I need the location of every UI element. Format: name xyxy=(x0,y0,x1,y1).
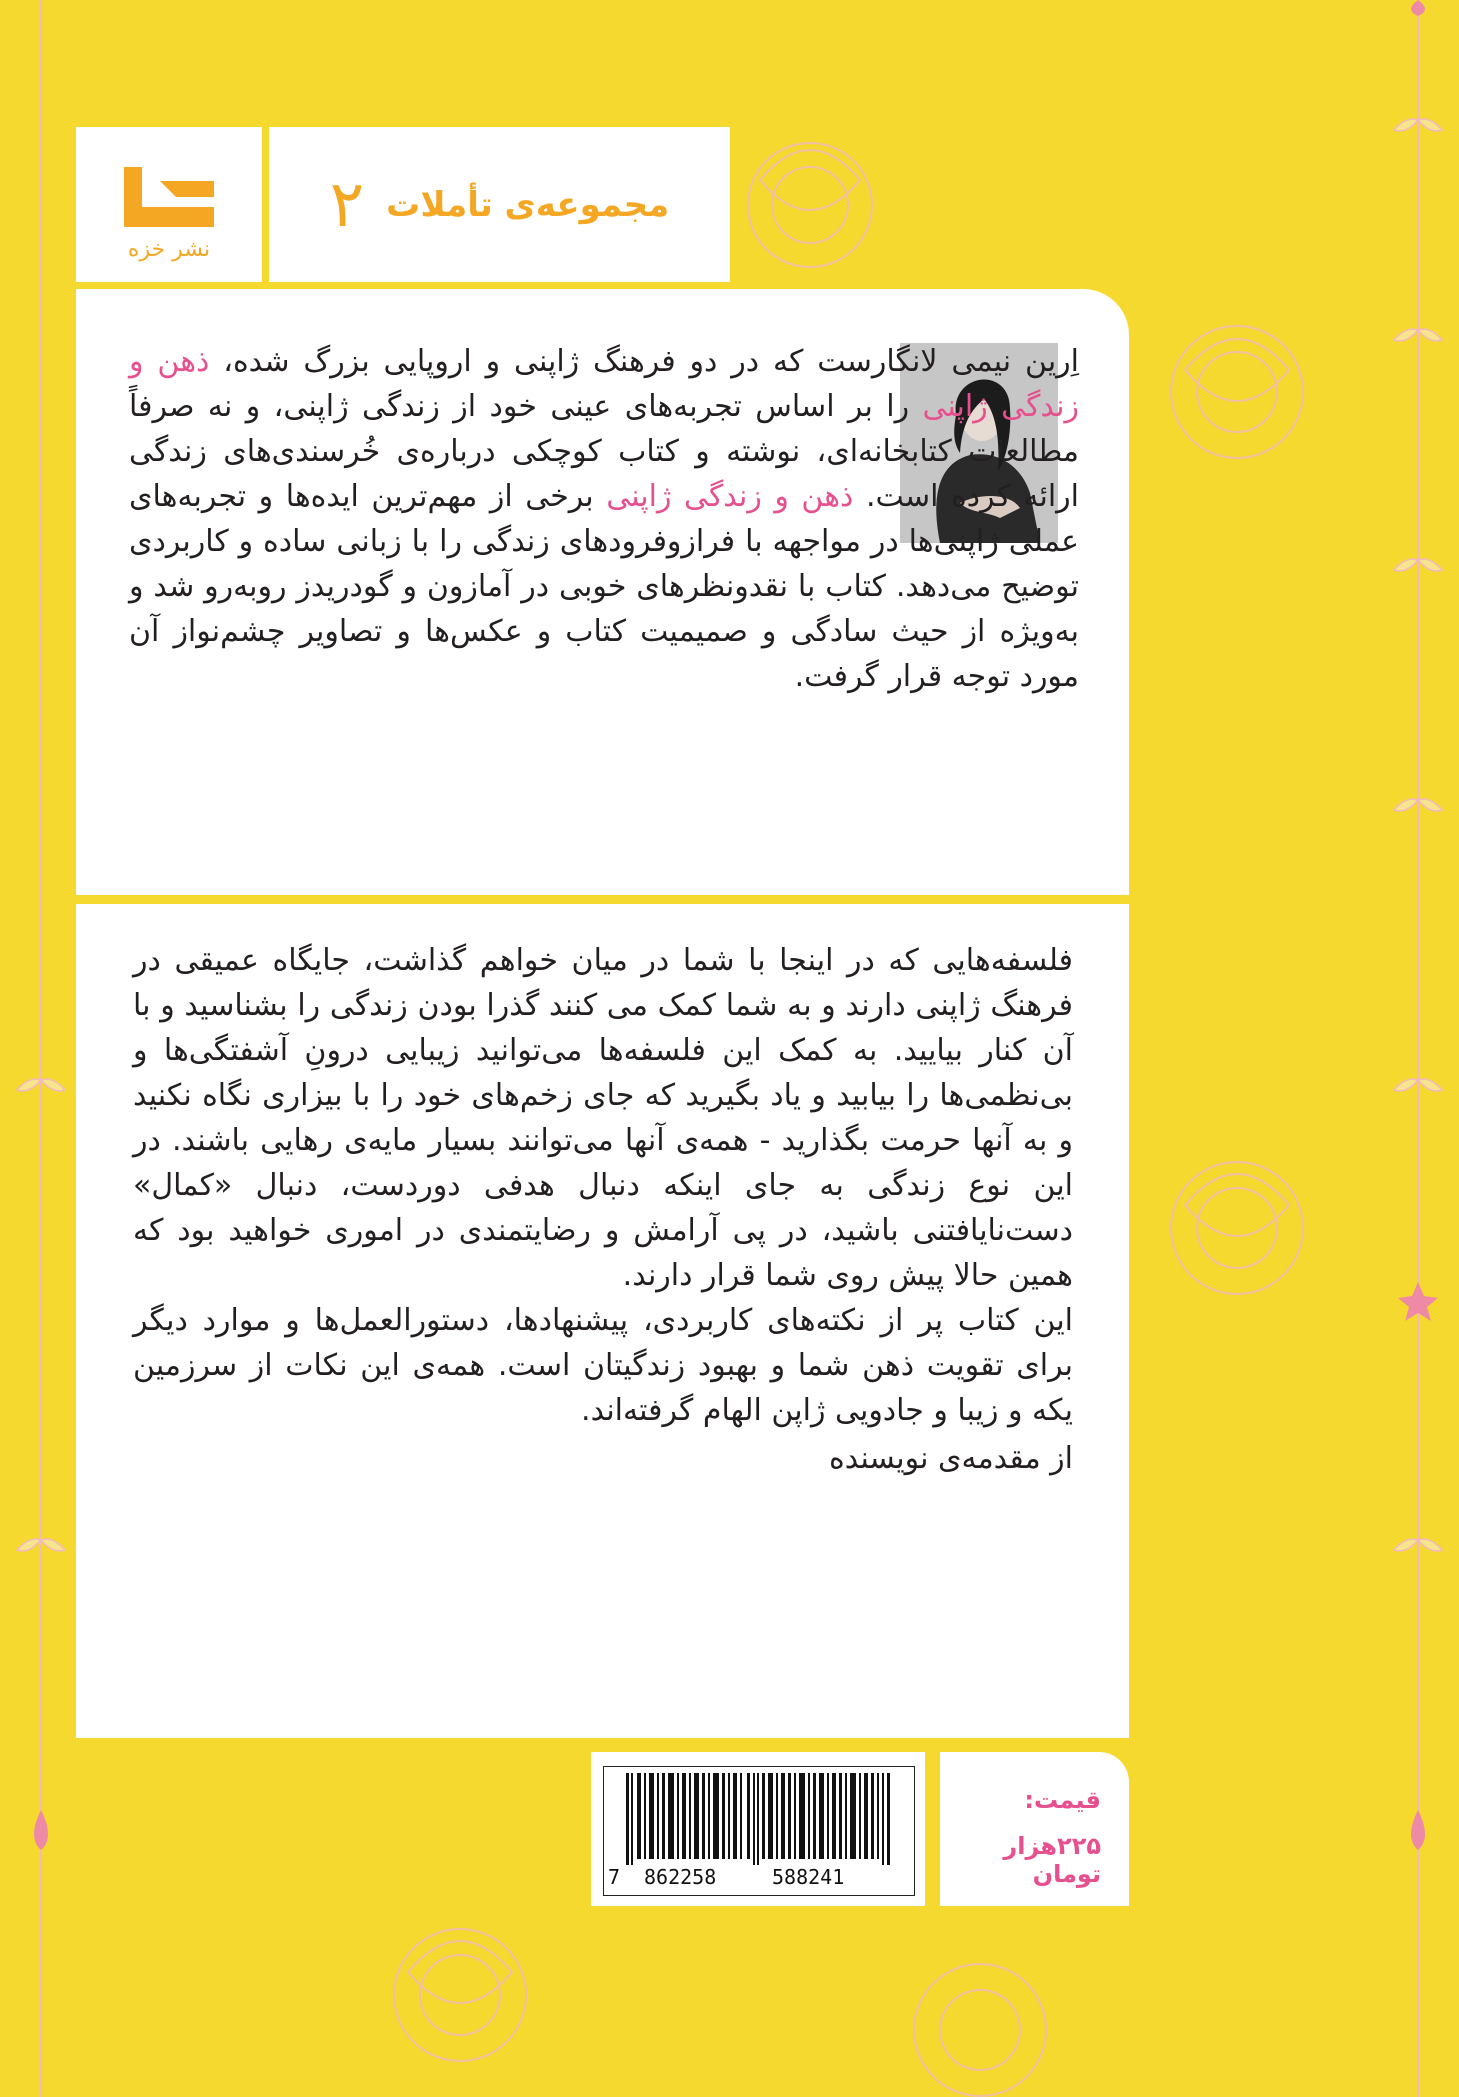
bio-text-segment: را بر اساس تجربه‌های عینی خود از زندگی ژاپنی، و نه صرفاً مطالعات کتابخانه‌ای، نوشته و کتاب کوچکی درباره‌ی خُرسندی‌های زندگی ارائه کرده است. xyxy=(129,389,1080,514)
swirl-ornament-icon xyxy=(748,143,872,267)
author-bio-box xyxy=(76,289,1129,895)
barcode-digit: 7 xyxy=(608,1865,621,1889)
swirl-ornament-icon xyxy=(1171,1162,1303,1294)
author-bio-text xyxy=(129,339,1079,699)
barcode-icon xyxy=(612,1773,906,1865)
petal-icon xyxy=(34,1810,48,1850)
bio-paragraph xyxy=(129,339,1079,699)
bio-text-segment: برخی از مهم‌ترین ایده‌ها و تجربه‌های عملی ژاپنی‌ها در مواجهه با فرازوفرودهای زندگی را با زبانی ساده و کاربردی توضیح می‌دهد. کتاب با نقدونظرهای خوبی در آمازون و گودریدز روبه‌رو شد و به‌ویژه از حیث سادگی و صمیمیت کتاب و عکس‌ها و تصاویر چشم‌نواز آن مورد توجه قرار گرفت. xyxy=(129,479,1079,694)
series-title-box xyxy=(269,127,730,282)
series-title: مجموعه‌ی تأملات xyxy=(386,184,670,225)
series-heading xyxy=(269,127,730,282)
swirl-ornament-icon xyxy=(394,1929,526,2061)
introduction-excerpt xyxy=(133,938,1073,1481)
barcode-box xyxy=(591,1752,925,1906)
book-title-highlight: ذهن و زندگی ژاپنی xyxy=(129,344,1079,424)
publisher-logo-box xyxy=(76,127,262,282)
petal-icon xyxy=(1411,1810,1425,1850)
excerpt-paragraph: این کتاب پر از نکته‌های کاربردی، پیشنهادها، دستورالعمل‌ها و موارد دیگر برای تقویت ذهن شما و بهبود زندگیتان است. همه‌ی این نکات از سرزمین یکه و زیبا و جادویی ژاپن الهام گرفته‌اند. xyxy=(133,1303,1073,1428)
barcode-digits: 862258 xyxy=(644,1865,717,1889)
excerpt-paragraph: فلسفه‌هایی که در اینجا با شما در میان خواهم گذاشت، جایگاه عمیقی در فرهنگ ژاپنی دارند و به شما کمک می کنند گذرا بودن زندگی را بشناسید و با آن کنار بیایید. به کمک این فلسفه‌ها می‌توانید زیبایی درونِ آشفتگی‌ها و بی‌نظمی‌ها را بیابید و یاد بگیرید که جای زخم‌های خود را با بیزاری نگاه نکنید و به آنها حرمت بگذارید - همه‌ی آنها می‌توانند بسیار مایه‌ی رهایی باشند. در این نوع زندگی به جای اینکه دنبال هدفی دوردست، دنبال «کمال» دست‌نایافتنی باشید، در پی آرامش و رضایتمندی در اموری خواهید بود که همین حالا پیش روی شما قرار دارند. xyxy=(133,943,1073,1293)
price-value: ۲۲۵هزار تومان xyxy=(1003,1832,1101,1888)
swirl-ornament-icon xyxy=(914,1964,1046,2096)
price-label: قیمت: xyxy=(1024,1786,1101,1814)
petal-icon xyxy=(1411,0,1425,16)
bio-text-segment: اِرین نیمی لانگارست که در دو فرهنگ ژاپنی و اروپایی بزرگ شده، xyxy=(209,344,1080,379)
swirl-ornament-icon xyxy=(1171,326,1303,458)
series-number: ۲ xyxy=(329,167,365,242)
barcode-digits: 588241 xyxy=(772,1865,845,1889)
price-box xyxy=(940,1752,1129,1906)
publisher-logo-icon xyxy=(116,161,222,233)
excerpt-source: از مقدمه‌ی نویسنده xyxy=(829,1441,1073,1476)
publisher-name: نشر خزه xyxy=(127,237,211,262)
introduction-excerpt-box xyxy=(76,904,1129,1738)
book-title-highlight: ذهن و زندگی ژاپنی xyxy=(606,479,854,514)
barcode xyxy=(603,1766,915,1896)
